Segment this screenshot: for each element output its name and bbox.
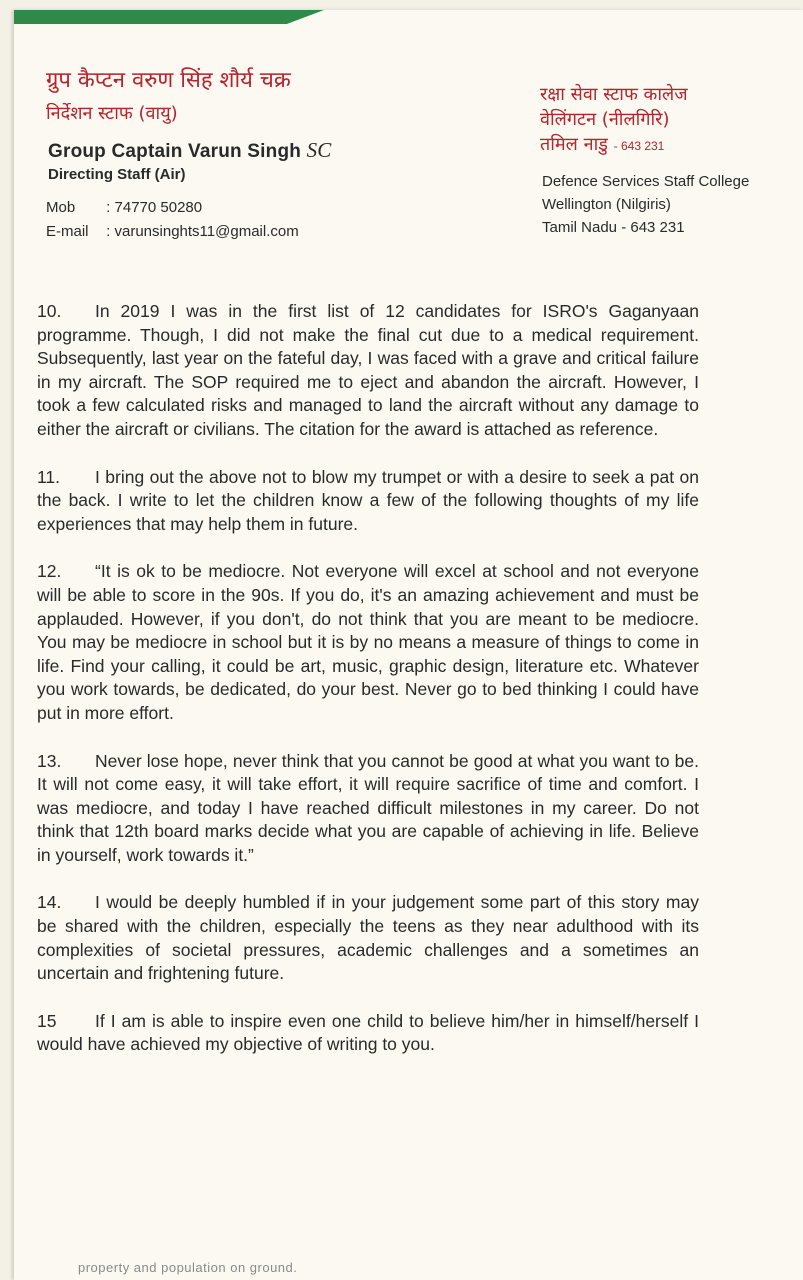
org-english-line3: Tamil Nadu - 643 231 (542, 219, 685, 236)
paragraph-number: 14. (37, 892, 62, 913)
paragraph-text: Never lose hope, never think that you cannot be good at what you want to be. It will not come easy, it will take effort, it will require sacrifice of time and comfort. I was mediocre, and today I have reached difficult milestones in my career. Do not think that 12th board marks decide what you are capable of achieving in life. Believe in yourself, work towards it.” (37, 750, 699, 865)
bleed-through-text: property and population on ground. (78, 1260, 298, 1275)
paragraph-number: 10. (37, 301, 62, 321)
paragraph-10 (37, 300, 699, 442)
letter-body (37, 300, 699, 1081)
org-hindi-line3-row (540, 132, 688, 159)
org-hindi-pin: - 643 231 (613, 139, 665, 153)
paragraph-15 (37, 1010, 699, 1057)
paragraph-text: I would be deeply humbled if in your judgement some part of this story may be shared with the children, especially the teens as they near adulthood with its complexities of societal pressures, academic challenges and a sometimes an uncertain and frightening future. (37, 892, 699, 984)
sender-designation-english: Directing Staff (Air) (48, 166, 186, 183)
sender-name-english (48, 138, 331, 163)
email-row (46, 220, 299, 244)
paragraph-text: If I am is able to inspire even one child to believe him/her in himself/herself I would have achieved my objective of writing to you. (37, 1010, 699, 1055)
paragraph-14 (37, 891, 699, 985)
mobile-number: : 74770 50280 (106, 199, 203, 216)
paragraph-number: 12. (37, 561, 62, 582)
paragraph-number: 13. (37, 750, 62, 771)
paragraph-number: 15 (37, 1010, 57, 1031)
paragraph-text: “It is ok to be mediocre. Not everyone will excel at school and not everyone will be able to score in the 90s. If you do, it's an amazing achievement and must be applauded. However, if you don't, do not think that you are meant to be mediocre. You may be mediocre in school but it is by no means a measure of things to come in life. Find your calling, it could be art, music, graphic design, literature etc. Whatever you work towards, be dedicated, do your best. Never go to bed thinking I could have put in more effort. (37, 561, 699, 723)
paragraph-text: I bring out the above not to blow my trumpet or with a desire to seek a pat on the back. I write to let the children know a few of the following thoughts of my life experiences that may help them in future. (37, 466, 699, 534)
org-english-line1: Defence Services Staff College (542, 173, 750, 190)
mobile-label: Mob (46, 199, 76, 216)
paragraph-12 (37, 560, 699, 725)
sender-name-hindi: ग्रुप कैप्टन वरुण सिंह शौर्य चक्र (46, 68, 291, 93)
sender-designation-hindi: निर्देशन स्टाफ (वायु) (46, 103, 178, 124)
sender-name: Group Captain Varun Singh (48, 141, 302, 162)
org-address-english (542, 170, 749, 239)
folder-edge (14, 10, 324, 24)
email-label: E-mail (46, 223, 89, 240)
paragraph-13 (37, 750, 699, 868)
contact-block (46, 196, 299, 244)
paragraph-text: In 2019 I was in the first list of 12 candidates for ISRO's Gaganyaan programme. Though, I did not make the final cut due to a medical requirement. Subsequently, last year on the fateful day, I was faced with a grave and critical failure in my aircraft. The SOP required me to eject and abandon the aircraft. However, I took a few calculated risks and managed to land the aircraft without any damage to either the aircraft or civilians. The citation for the award is attached as reference. (37, 301, 699, 439)
mobile-row (46, 196, 299, 220)
org-hindi-line2: वेलिंगटन (नीलगिरि) (540, 109, 670, 130)
paragraph-number: 11. (37, 466, 61, 487)
award-abbrev: SC (306, 138, 332, 162)
email-address: : varunsinghts11@gmail.com (106, 223, 299, 240)
paragraph-11 (37, 466, 699, 537)
org-address-hindi (540, 82, 688, 159)
org-hindi-line3: तमिल नाडु (540, 134, 608, 155)
org-english-line2: Wellington (Nilgiris) (542, 196, 671, 213)
org-hindi-line1: रक्षा सेवा स्टाफ कालेज (540, 84, 688, 105)
